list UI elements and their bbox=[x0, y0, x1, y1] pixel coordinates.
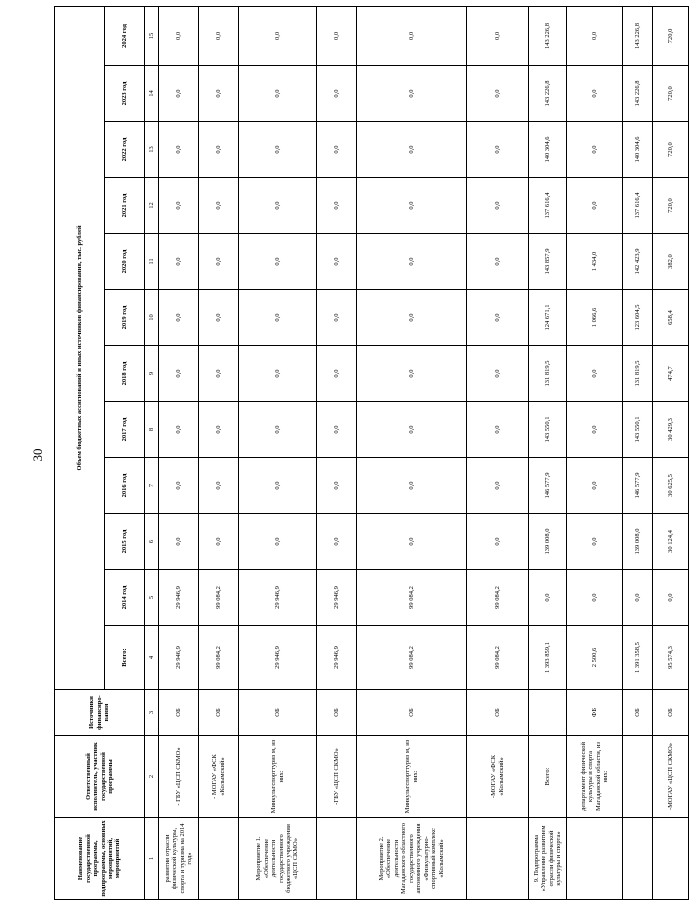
table-row bbox=[529, 6, 567, 899]
row-year-value-cell: 0,0 bbox=[357, 6, 467, 65]
row-year-value-cell: 29 946,9 bbox=[159, 570, 199, 626]
row-year-value-cell: 140 304,6 bbox=[623, 122, 653, 178]
header-year: 2018 год bbox=[105, 346, 145, 402]
row-year-value-cell: 0,0 bbox=[357, 66, 467, 122]
row-year-value-cell: 123 604,5 bbox=[623, 290, 653, 346]
row-year-value-cell: 658,4 bbox=[653, 290, 689, 346]
row-source-cell: ФБ bbox=[567, 690, 623, 736]
header-year: 2015 год bbox=[105, 514, 145, 570]
column-number: 13 bbox=[145, 122, 159, 178]
row-year-value-cell: 0,0 bbox=[239, 346, 317, 402]
column-number: 14 bbox=[145, 66, 159, 122]
row-year-value-cell: 720,0 bbox=[653, 178, 689, 234]
row-source-cell: ОБ bbox=[159, 690, 199, 736]
column-number: 9 bbox=[145, 346, 159, 402]
row-year-value-cell: 0,0 bbox=[567, 178, 623, 234]
row-total-cell: 99 084,2 bbox=[357, 626, 467, 690]
row-year-value-cell: 0,0 bbox=[467, 290, 529, 346]
table-row bbox=[567, 6, 623, 899]
header-year: 2021 год bbox=[105, 178, 145, 234]
row-year-value-cell: 0,0 bbox=[199, 66, 239, 122]
row-year-value-cell: 143 226,8 bbox=[623, 6, 653, 65]
column-number: 4 bbox=[145, 626, 159, 690]
row-responsible-cell: -МОГАУ «ФСК «Колымский» bbox=[467, 736, 529, 818]
row-year-value-cell: 0,0 bbox=[357, 122, 467, 178]
header-year: 2019 год bbox=[105, 290, 145, 346]
row-year-value-cell: 143 857,9 bbox=[529, 234, 567, 290]
row-responsible-cell: департамент физической культуры и спорта Магаданской области, из них: bbox=[567, 736, 623, 818]
header-volume: Объем бюджетных ассигнований и иных источников финансирования, тыс. рублей bbox=[55, 6, 105, 689]
row-responsible-cell: - ГБУ «ЦСП СКМО» bbox=[159, 736, 199, 818]
row-year-value-cell: 0,0 bbox=[467, 458, 529, 514]
row-year-value-cell: 0,0 bbox=[317, 178, 357, 234]
row-year-value-cell: 146 577,9 bbox=[529, 458, 567, 514]
column-number: 6 bbox=[145, 514, 159, 570]
row-year-value-cell: 142 423,9 bbox=[623, 234, 653, 290]
row-year-value-cell: 0,0 bbox=[317, 122, 357, 178]
header-name: Наименование государственной программы, подпрограммы, основных мероприятий, мероприятий bbox=[55, 818, 145, 900]
column-number: 5 bbox=[145, 570, 159, 626]
header-year: 2024 год bbox=[105, 6, 145, 65]
row-total-cell: 29 946,9 bbox=[159, 626, 199, 690]
column-number: 10 bbox=[145, 290, 159, 346]
row-year-value-cell: 0,0 bbox=[317, 458, 357, 514]
row-year-value-cell: 0,0 bbox=[239, 458, 317, 514]
row-year-value-cell: 0,0 bbox=[199, 290, 239, 346]
row-year-value-cell: 0,0 bbox=[317, 6, 357, 65]
row-name-cell bbox=[653, 818, 689, 900]
row-year-value-cell: 143 550,1 bbox=[529, 402, 567, 458]
row-year-value-cell: 0,0 bbox=[357, 402, 467, 458]
row-year-value-cell: 143 226,8 bbox=[529, 66, 567, 122]
row-year-value-cell: 720,0 bbox=[653, 66, 689, 122]
row-year-value-cell: 0,0 bbox=[199, 514, 239, 570]
row-year-value-cell: 0,0 bbox=[317, 234, 357, 290]
row-year-value-cell: 0,0 bbox=[567, 346, 623, 402]
table-row bbox=[653, 6, 689, 899]
row-year-value-cell: 143 550,1 bbox=[623, 402, 653, 458]
row-source-cell: ОБ bbox=[653, 690, 689, 736]
row-year-value-cell: 0,0 bbox=[357, 178, 467, 234]
row-year-value-cell: 137 616,4 bbox=[529, 178, 567, 234]
row-year-value-cell: 0,0 bbox=[159, 178, 199, 234]
row-responsible-cell: Минкультспорттуриз м, из них: bbox=[357, 736, 467, 818]
header-year: 2022 год bbox=[105, 122, 145, 178]
row-year-value-cell: 0,0 bbox=[357, 234, 467, 290]
row-year-value-cell: 0,0 bbox=[199, 178, 239, 234]
table-row bbox=[623, 6, 653, 899]
row-year-value-cell: 720,0 bbox=[653, 6, 689, 65]
row-source-cell: ОБ bbox=[357, 690, 467, 736]
row-year-value-cell: 29 946,9 bbox=[239, 570, 317, 626]
row-total-cell: 1 391 358,5 bbox=[623, 626, 653, 690]
row-year-value-cell: 0,0 bbox=[239, 178, 317, 234]
header-year: 2020 год bbox=[105, 234, 145, 290]
row-total-cell: 95 574,3 bbox=[653, 626, 689, 690]
row-year-value-cell: 0,0 bbox=[317, 402, 357, 458]
row-responsible-cell: -ГБУ «ЦСП СКМО» bbox=[317, 736, 357, 818]
row-year-value-cell: 0,0 bbox=[239, 290, 317, 346]
row-name-cell bbox=[467, 818, 529, 900]
row-year-value-cell: 0,0 bbox=[199, 458, 239, 514]
row-year-value-cell: 0,0 bbox=[159, 402, 199, 458]
row-year-value-cell: 99 084,2 bbox=[357, 570, 467, 626]
table-row bbox=[239, 6, 317, 899]
row-year-value-cell: 0,0 bbox=[567, 458, 623, 514]
row-source-cell: ОБ bbox=[239, 690, 317, 736]
table-row bbox=[467, 6, 529, 899]
header-responsible: Ответственный исполнитель, участник государственной программы bbox=[55, 736, 145, 818]
row-year-value-cell: 0,0 bbox=[467, 66, 529, 122]
row-year-value-cell: 143 226,8 bbox=[529, 6, 567, 65]
row-source-cell: ОБ bbox=[623, 690, 653, 736]
row-year-value-cell: 0,0 bbox=[567, 122, 623, 178]
row-year-value-cell: 143 226,8 bbox=[623, 66, 653, 122]
column-number: 8 bbox=[145, 402, 159, 458]
row-year-value-cell: 1 066,6 bbox=[567, 290, 623, 346]
row-year-value-cell: 0,0 bbox=[239, 234, 317, 290]
row-source-cell: ОБ bbox=[317, 690, 357, 736]
header-total: Всего: bbox=[105, 626, 145, 690]
row-year-value-cell: 0,0 bbox=[317, 66, 357, 122]
row-source-cell bbox=[529, 690, 567, 736]
header-year: 2014 год bbox=[105, 570, 145, 626]
table-row bbox=[159, 6, 199, 899]
row-name-cell bbox=[317, 818, 357, 900]
page-number: 30 bbox=[30, 448, 45, 462]
row-name-cell: 9. Подпрограмма «Управление развитием отрасли физической культуры и спорта» bbox=[529, 818, 567, 900]
row-year-value-cell: 0,0 bbox=[567, 6, 623, 65]
row-year-value-cell: 0,0 bbox=[467, 346, 529, 402]
column-number: 3 bbox=[145, 690, 159, 736]
row-year-value-cell: 146 577,9 bbox=[623, 458, 653, 514]
column-number: 7 bbox=[145, 458, 159, 514]
row-year-value-cell: 0,0 bbox=[317, 514, 357, 570]
row-responsible-cell: -МОГАУ «ЦСП СКМО» bbox=[653, 736, 689, 818]
table-row bbox=[317, 6, 357, 899]
header-year: 2017 год bbox=[105, 402, 145, 458]
row-year-value-cell: 30 625,5 bbox=[653, 458, 689, 514]
row-year-value-cell: 30 429,3 bbox=[653, 402, 689, 458]
row-year-value-cell: 0,0 bbox=[239, 514, 317, 570]
row-responsible-cell: - МОГАУ «ФСК «Колымский» bbox=[199, 736, 239, 818]
row-year-value-cell: 720,0 bbox=[653, 122, 689, 178]
row-year-value-cell: 0,0 bbox=[467, 234, 529, 290]
table-container bbox=[54, 7, 674, 900]
table-row bbox=[357, 6, 467, 899]
row-year-value-cell: 0,0 bbox=[357, 290, 467, 346]
row-year-value-cell: 0,0 bbox=[159, 458, 199, 514]
row-year-value-cell: 0,0 bbox=[239, 402, 317, 458]
header-year: 2016 год bbox=[105, 458, 145, 514]
row-year-value-cell: 124 671,1 bbox=[529, 290, 567, 346]
row-year-value-cell: 30 124,4 bbox=[653, 514, 689, 570]
column-number: 1 bbox=[145, 818, 159, 900]
table-row bbox=[199, 6, 239, 899]
row-year-value-cell: 0,0 bbox=[159, 66, 199, 122]
row-year-value-cell: 0,0 bbox=[199, 6, 239, 65]
row-year-value-cell: 0,0 bbox=[467, 514, 529, 570]
row-year-value-cell: 0,0 bbox=[357, 458, 467, 514]
row-total-cell: 99 084,2 bbox=[199, 626, 239, 690]
row-year-value-cell: 137 616,4 bbox=[623, 178, 653, 234]
row-year-value-cell: 0,0 bbox=[567, 570, 623, 626]
row-year-value-cell: 0,0 bbox=[239, 66, 317, 122]
row-year-value-cell: 140 304,6 bbox=[529, 122, 567, 178]
budget-table bbox=[54, 6, 689, 900]
row-year-value-cell: 0,0 bbox=[199, 402, 239, 458]
row-year-value-cell: 0,0 bbox=[159, 514, 199, 570]
row-year-value-cell: 0,0 bbox=[159, 6, 199, 65]
row-year-value-cell: 0,0 bbox=[317, 290, 357, 346]
column-number: 12 bbox=[145, 178, 159, 234]
row-source-cell: ОБ bbox=[199, 690, 239, 736]
header-source: Источники финансиро-вания bbox=[55, 690, 145, 736]
row-total-cell: 99 084,2 bbox=[467, 626, 529, 690]
row-total-cell: 29 946,9 bbox=[239, 626, 317, 690]
row-responsible-cell bbox=[623, 736, 653, 818]
row-name-cell bbox=[199, 818, 239, 900]
row-name-cell bbox=[567, 818, 623, 900]
row-year-value-cell: 0,0 bbox=[317, 346, 357, 402]
row-year-value-cell: 0,0 bbox=[529, 570, 567, 626]
row-year-value-cell: 0,0 bbox=[567, 66, 623, 122]
column-number: 11 bbox=[145, 234, 159, 290]
row-year-value-cell: 0,0 bbox=[239, 122, 317, 178]
row-year-value-cell: 0,0 bbox=[357, 514, 467, 570]
row-year-value-cell: 139 008,0 bbox=[529, 514, 567, 570]
row-year-value-cell: 0,0 bbox=[159, 290, 199, 346]
column-number: 15 bbox=[145, 6, 159, 65]
row-year-value-cell: 0,0 bbox=[159, 234, 199, 290]
row-year-value-cell: 0,0 bbox=[239, 6, 317, 65]
row-year-value-cell: 99 084,2 bbox=[199, 570, 239, 626]
row-year-value-cell: 139 008,0 bbox=[623, 514, 653, 570]
row-total-cell: 29 946,9 bbox=[317, 626, 357, 690]
row-year-value-cell: 0,0 bbox=[159, 122, 199, 178]
rotated-page-area bbox=[54, 7, 674, 900]
row-responsible-cell: Минкультспорттуриз м, из них: bbox=[239, 736, 317, 818]
header-year: 2023 год bbox=[105, 66, 145, 122]
row-total-cell: 1 393 859,1 bbox=[529, 626, 567, 690]
row-year-value-cell: 0,0 bbox=[467, 178, 529, 234]
row-year-value-cell: 0,0 bbox=[159, 346, 199, 402]
row-year-value-cell: 0,0 bbox=[467, 402, 529, 458]
column-number: 2 bbox=[145, 736, 159, 818]
row-year-value-cell: 382,0 bbox=[653, 234, 689, 290]
row-year-value-cell: 0,0 bbox=[567, 402, 623, 458]
row-source-cell: ОБ bbox=[467, 690, 529, 736]
row-year-value-cell: 29 946,9 bbox=[317, 570, 357, 626]
row-year-value-cell: 0,0 bbox=[199, 234, 239, 290]
row-total-cell: 2 500,6 bbox=[567, 626, 623, 690]
row-year-value-cell: 0,0 bbox=[199, 122, 239, 178]
row-year-value-cell: 474,7 bbox=[653, 346, 689, 402]
row-year-value-cell: 131 819,5 bbox=[529, 346, 567, 402]
row-responsible-cell: Всего: bbox=[529, 736, 567, 818]
table-body bbox=[159, 6, 689, 899]
row-year-value-cell: 0,0 bbox=[567, 514, 623, 570]
row-year-value-cell: 0,0 bbox=[199, 346, 239, 402]
row-year-value-cell: 0,0 bbox=[357, 346, 467, 402]
row-year-value-cell: 0,0 bbox=[467, 6, 529, 65]
row-year-value-cell: 131 819,5 bbox=[623, 346, 653, 402]
row-year-value-cell: 0,0 bbox=[467, 122, 529, 178]
row-year-value-cell: 0,0 bbox=[623, 570, 653, 626]
row-name-cell bbox=[623, 818, 653, 900]
row-name-cell: развития отрасли физической культуры, спорта и туризма на 2014 год» bbox=[159, 818, 199, 900]
row-name-cell: Мероприятие 1. «Обеспечение деятельности государственного бюджетного учреждения «ЦСП СКМО» bbox=[239, 818, 317, 900]
row-name-cell: Мероприятие 2. «Обеспечение деятельности Магаданского областного государственного автономного учреждения «Физкультурно-спортивный комплекс «Колымский» bbox=[357, 818, 467, 900]
row-year-value-cell: 99 084,2 bbox=[467, 570, 529, 626]
row-year-value-cell: 1 434,0 bbox=[567, 234, 623, 290]
row-year-value-cell: 0,0 bbox=[653, 570, 689, 626]
